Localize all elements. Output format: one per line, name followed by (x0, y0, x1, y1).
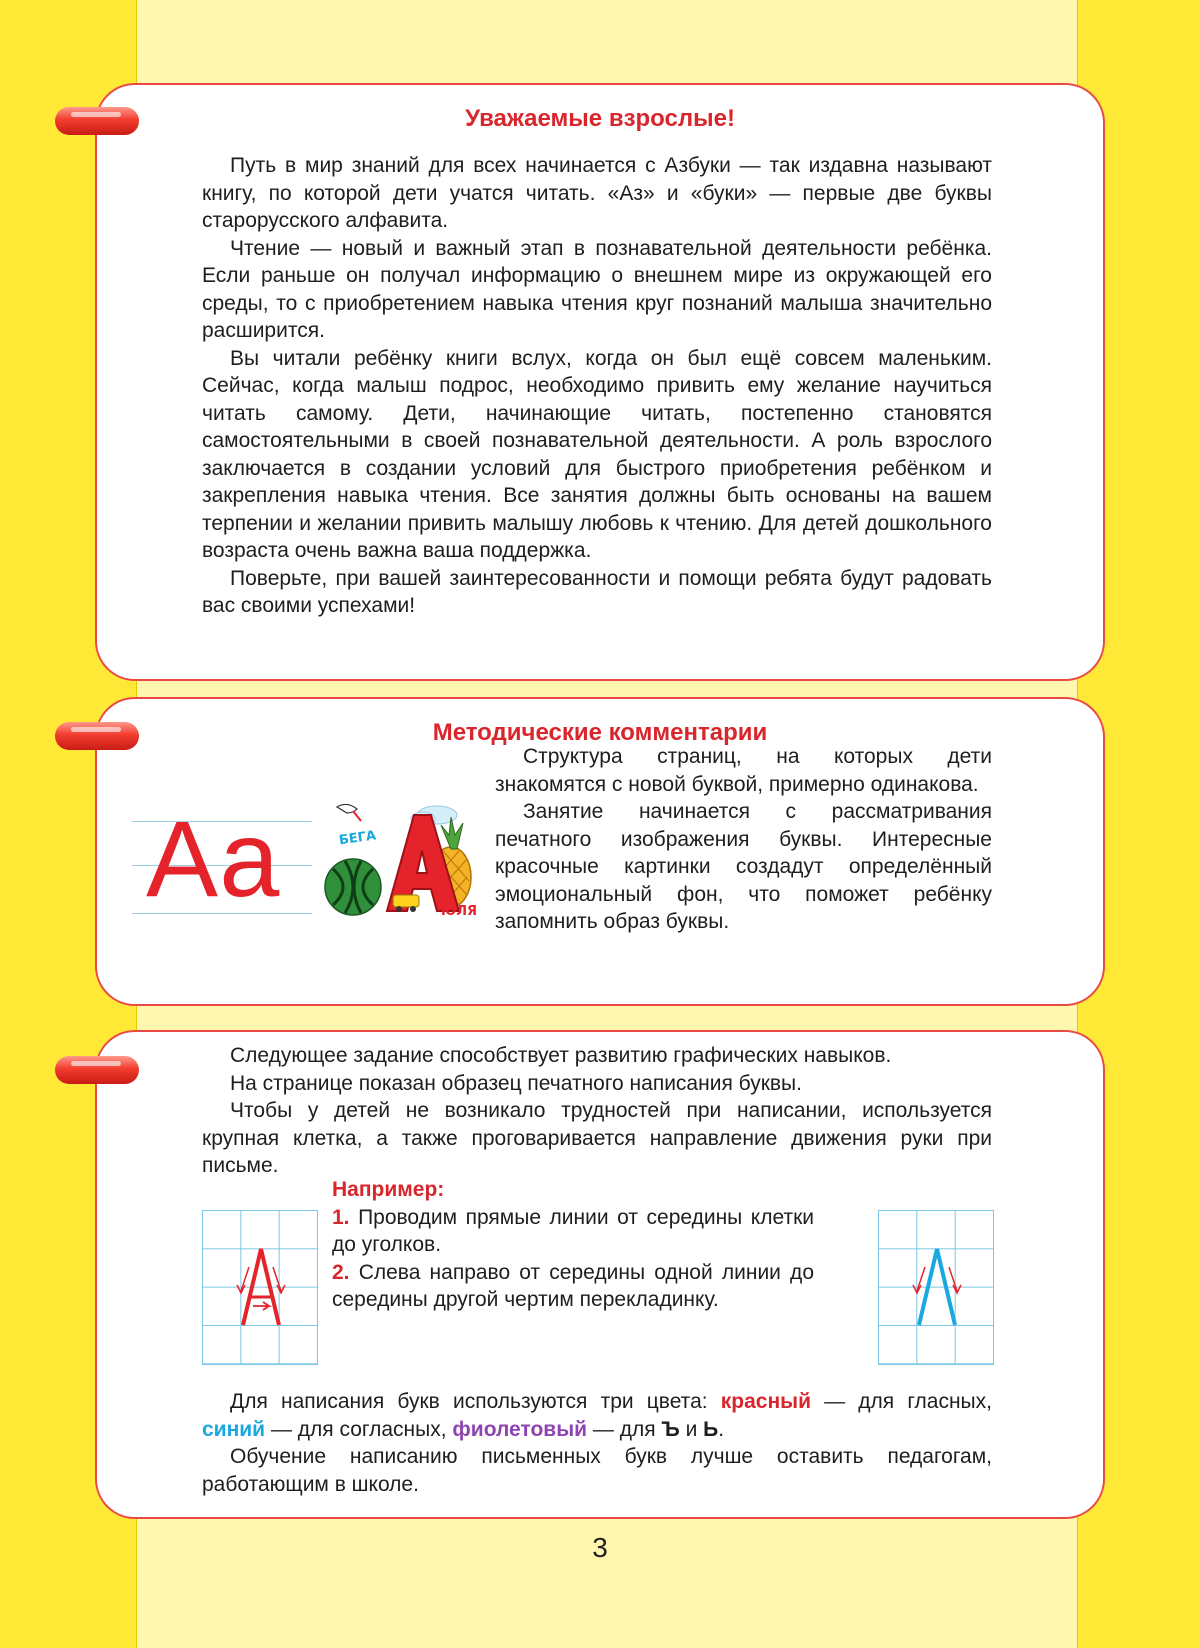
colors-text-4: — для (592, 1417, 656, 1441)
step-1 (332, 1204, 814, 1259)
color-blue-word: синий (202, 1417, 266, 1441)
paragraph: На странице показан образец печатного написания буквы. (230, 1071, 802, 1095)
adults-card (95, 83, 1105, 681)
card-tab-marker (55, 107, 139, 135)
colors-text-3: — для согласных, (270, 1417, 447, 1441)
letter-l-stroke-icon (879, 1211, 995, 1366)
letter-a-picture (309, 799, 479, 919)
methodical-title: Методические комментарии (432, 719, 768, 746)
paragraph: Поверьте, при вашей заинтересованности и помощи ребята будут радовать вас своими успехами! (202, 566, 992, 617)
colors-text-1: Для написания букв используются три цвета: (230, 1390, 708, 1413)
paragraph: Чтение — новый и важный этап в познавательной деятельности ребёнка. Если раньше он получал информацию о внешнем мире из окружающей его среды, то с приобретением навыка чтения круг познаний малыша значительно расширится. (202, 236, 992, 342)
letter-a-picture-icon (309, 799, 479, 919)
step-2-number: 2. (332, 1260, 350, 1284)
colors-text-2: — для гласных, (824, 1390, 992, 1413)
adults-text (202, 152, 992, 620)
picture-word: ЮЛЯ (441, 904, 478, 919)
paragraph: Чтобы у детей не возникало трудностей при написании, используется крупная клетка, а также проговаривается направление движения руки при письме. (202, 1099, 992, 1177)
sample-letters: Аа (146, 798, 280, 919)
paragraph: Занятие начинается с рассматривания печатного изображения буквы. Интересные красочные картинки создадут определённый эмоциональный фон, что поможет ребёнку запомнить образ буквы. (495, 800, 992, 933)
paragraph: Путь в мир знаний для всех начинается с Азбуки — так издавна называют книгу, по которой дети учатся читать. «Аз» и «буки» — первые две буквы старорусского алфавита. (202, 154, 992, 232)
card-tab-marker (55, 1056, 139, 1084)
letter-grid-blue-l (878, 1210, 994, 1365)
writing-intro (202, 1042, 992, 1180)
writing-outro (202, 1388, 992, 1498)
step-2-text: Слева направо от середины одной линии до середины другой чертим перекладинку. (332, 1260, 814, 1311)
paragraph: Структура страниц, на которых дети знакомятся с новой буквой, примерно одинакова. (495, 745, 992, 796)
color-red-word: красный (720, 1390, 811, 1413)
step-2 (332, 1259, 814, 1314)
color-violet-word: фиолетовый (452, 1417, 588, 1441)
paragraph: Вы читали ребёнку книги вслух, когда он был ещё совсем маленьким. Сейчас, когда малыш подрос, необходимо привить ему желание научиться читать самому. Дети, начинающие читать, постепенно становятся самостоятельными в своей познавательной деятельности. А роль взрослого заключается в создании условий для быстрого приобретения ребёнком и закрепления навыка чтения. Все занятия должны быть основаны на вашем терпении и желании привить малышу любовь к чтению. Для детей дошкольного возраста очень важна ваша поддержка. (202, 346, 992, 562)
methodical-text (495, 743, 992, 936)
example-block (332, 1176, 814, 1314)
writing-card (95, 1030, 1105, 1519)
paragraph: Следующее задание способствует развитию графических навыков. (230, 1044, 892, 1067)
example-label: Например: (332, 1178, 445, 1201)
and-word: и (685, 1417, 698, 1441)
card-tab-marker (55, 722, 139, 750)
letter-grid-red-a (202, 1210, 318, 1365)
methodical-card (95, 697, 1105, 1006)
sample-letters-illustration (132, 798, 312, 919)
colors-paragraph: Для написания букв используются три цвета: красный — для гласных, синий — для согласных, фиолетовый — для Ъ и Ь. (202, 1390, 992, 1441)
adults-title: Уважаемые взрослые! (465, 105, 735, 132)
paragraph: Обучение написанию письменных букв лучше оставить педагогам, работающим в школе. (202, 1445, 992, 1496)
letter-a-stroke-icon (203, 1211, 319, 1366)
step-1-text: Проводим прямые линии от середины клетки до уголков. (332, 1205, 814, 1256)
page-number: 3 (592, 1532, 608, 1563)
soft-sign: Ь (703, 1417, 719, 1441)
picture-word: БЕГА (338, 828, 377, 849)
hard-sign: Ъ (661, 1417, 680, 1441)
step-1-number: 1. (332, 1205, 350, 1229)
